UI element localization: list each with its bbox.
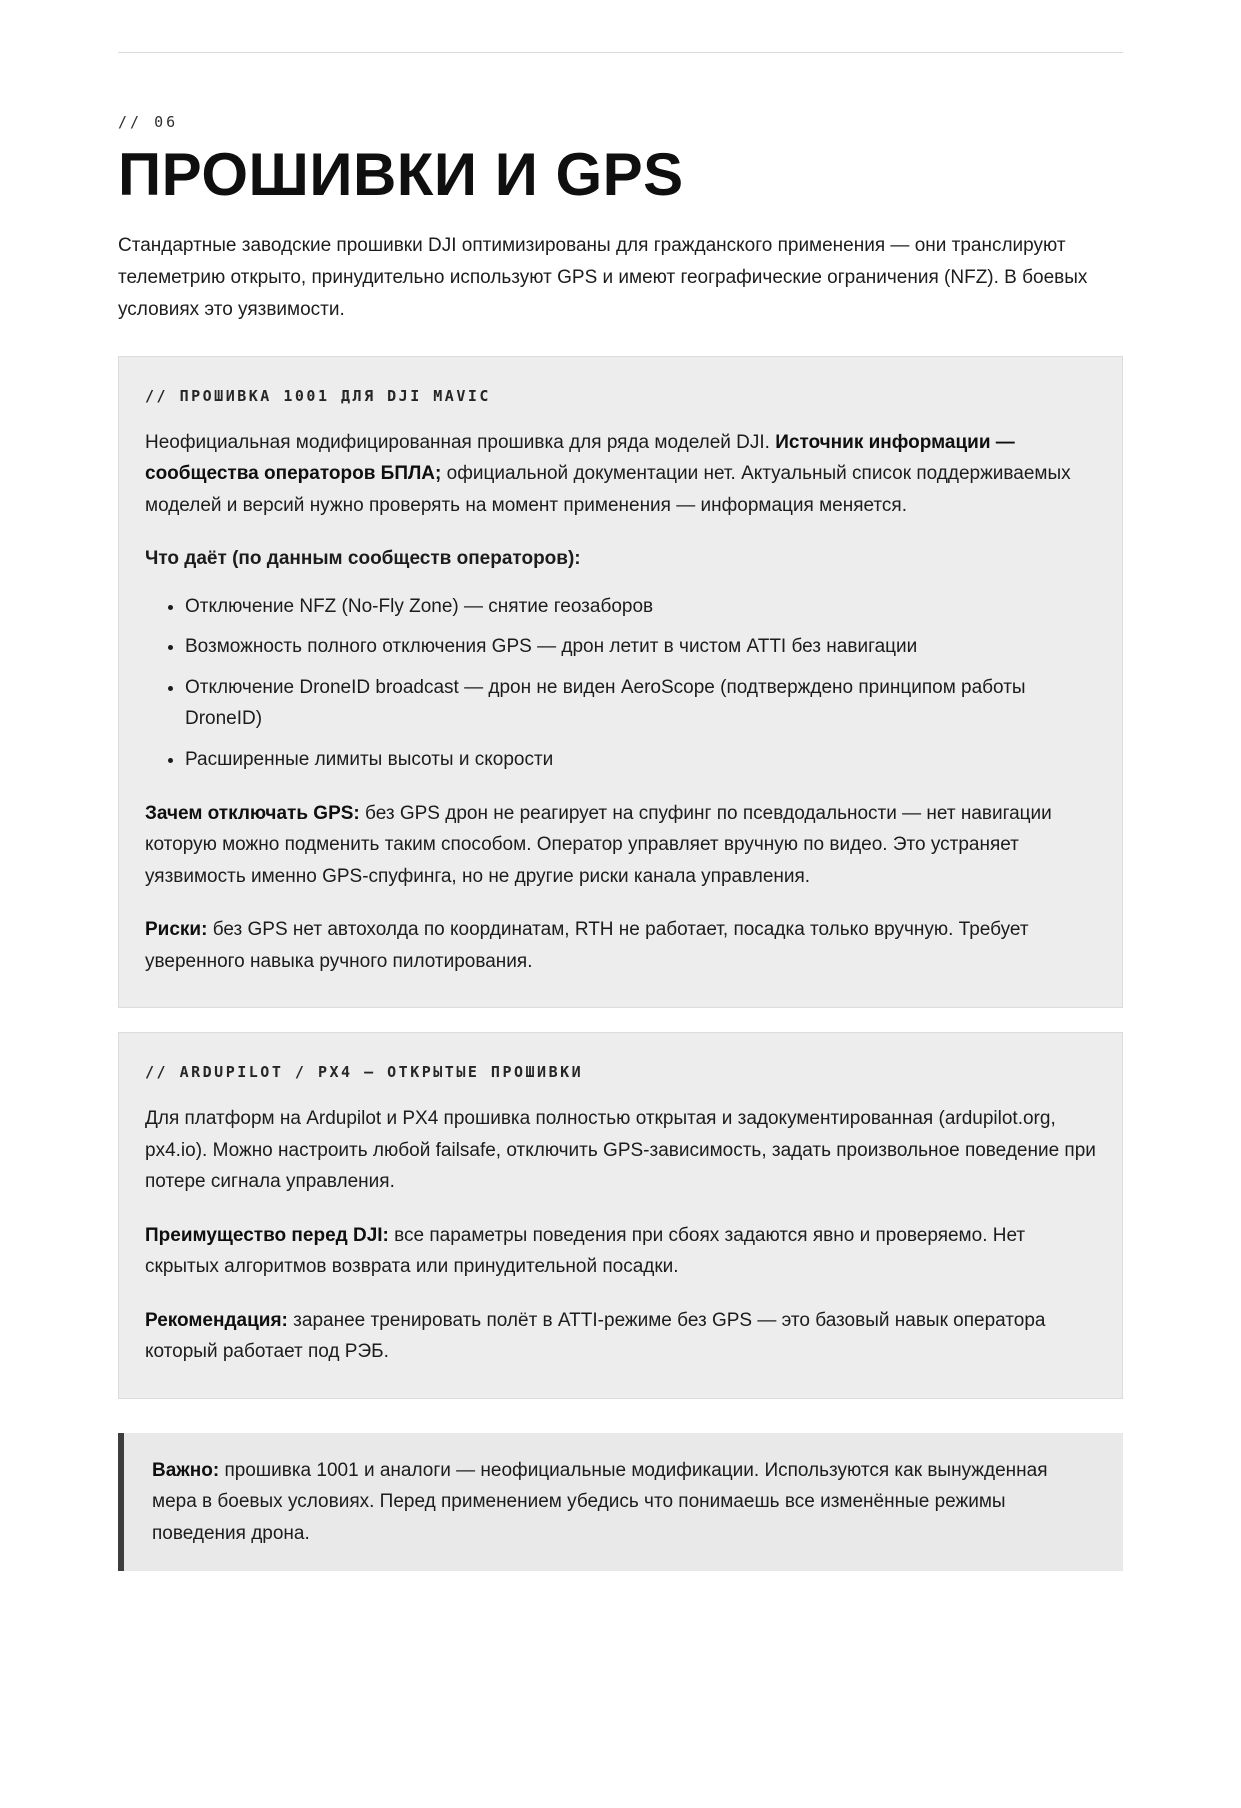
risks-label: Риски: <box>145 919 208 941</box>
ardupilot-advantage-paragraph <box>145 1220 1096 1283</box>
why-text: без GPS дрон не реагирует на спуфинг по псевдодальности — нет навигации которую можно подменить таким способом. Оператор управляет вручную по видео. Это устраняет уязвимость именно GPS-спуфинга, но не другие риски канала управления. <box>145 802 1052 887</box>
recommendation-text: заранее тренировать полёт в ATTI-режиме без GPS — это базовый навык оператора который работает под РЭБ. <box>145 1309 1046 1363</box>
important-callout <box>118 1433 1123 1572</box>
list-item: • Возможность полного отключения GPS — дрон летит в чистом ATTI без навигации <box>185 631 1096 663</box>
recommendation-label: Рекомендация: <box>145 1309 288 1331</box>
list-item: • Отключение NFZ (No-Fly Zone) — снятие геозаборов <box>185 591 1096 623</box>
list-item: • Расширенные лимиты высоты и скорости <box>185 744 1096 776</box>
advantage-text: все параметры поведения при сбоях задаются явно и проверяемо. Нет скрытых алгоритмов возврата или принудительной посадки. <box>145 1224 1026 1278</box>
why-label: Зачем отключать GPS: <box>145 802 360 824</box>
risks-text: без GPS нет автохолда по координатам, RTH не работает, посадка только вручную. Требует уверенного навыка ручного пилотирования. <box>145 919 1029 972</box>
firmware-1001-why-paragraph <box>145 798 1096 893</box>
firmware-1001-intro-text-a: Неофициальная модифицированная прошивка для ряда моделей DJI. <box>145 431 776 453</box>
firmware-1001-feature-list <box>145 591 1096 776</box>
ardupilot-intro-paragraph: Для платформ на Ardupilot и PX4 прошивка полностью открытая и задокументированная (ardupilot.org, px4.io). Можно настроить любой failsafe, отключить GPS-зависимость, задать произвольное поведение при потере сигнала управления. <box>145 1108 1096 1193</box>
firmware-1001-intro-bold: Источник информации — сообщества операторов БПЛА; <box>145 431 1015 485</box>
firmware-1001-intro <box>145 427 1096 522</box>
page-title: ПРОШИВКИ И GPS <box>118 141 684 208</box>
ardupilot-recommendation-paragraph <box>145 1305 1096 1368</box>
ardupilot-px4-card <box>118 1032 1123 1399</box>
firmware-1001-risks-paragraph <box>145 914 1096 977</box>
intro-paragraph: Стандартные заводские прошивки DJI оптимизированы для гражданского применения — они транслируют телеметрию открыто, принудительно используют GPS и имеют географические ограничения (NFZ). В боевых условиях это уязвимости. <box>118 235 1088 320</box>
firmware-1001-intro-text-c: официальной документации нет. Актуальный список поддерживаемых моделей и версий нужно проверять на момент применения — информация меняется. <box>145 463 1071 516</box>
list-item: • Отключение DroneID broadcast — дрон не виден AeroScope (подтверждено принципом работы DroneID) <box>185 672 1096 735</box>
important-text: прошивка 1001 и аналоги — неофициальные модификации. Используются как вынужденная мера в боевых условиях. Перед применением убедись что понимаешь все изменённые режимы поведения дрона. <box>152 1459 1048 1544</box>
top-divider <box>118 52 1123 53</box>
ardupilot-px4-card-header: // ARDUPILOT / PX4 — ОТКРЫТЫЕ ПРОШИВКИ <box>145 1063 584 1082</box>
document-page <box>0 52 1241 1571</box>
advantage-label: Преимущество перед DJI: <box>145 1224 389 1246</box>
firmware-1001-card-header: // ПРОШИВКА 1001 ДЛЯ DJI MAVIC <box>145 386 491 405</box>
important-callout-paragraph <box>152 1455 1095 1550</box>
firmware-1001-subhead: Что даёт (по данным сообществ операторов): <box>145 548 581 570</box>
important-label: Важно: <box>152 1459 220 1481</box>
section-number: // 06 <box>118 113 179 131</box>
firmware-1001-card <box>118 356 1123 1008</box>
